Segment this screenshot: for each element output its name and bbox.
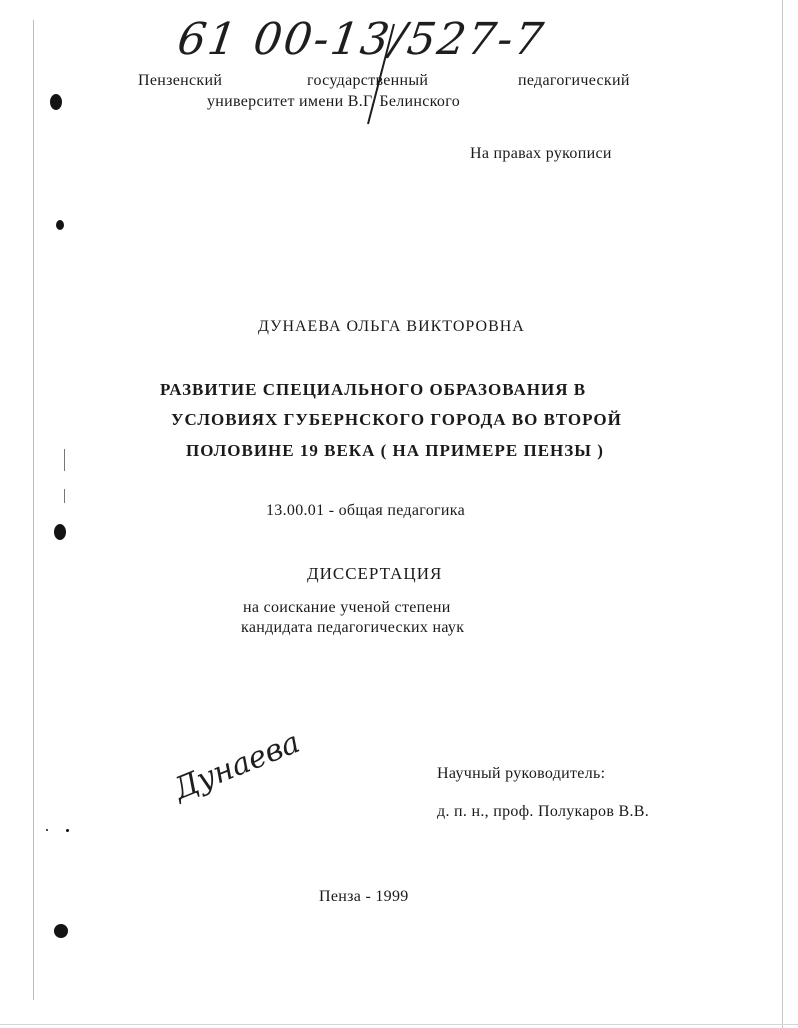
supervisor-name: д. п. н., проф. Полукаров В.В. — [437, 803, 650, 820]
degree-line-2: кандидата педагогических наук — [241, 619, 465, 636]
title-line-3: ПОЛОВИНЕ 19 ВЕКА ( НА ПРИМЕРЕ ПЕНЗЫ ) — [186, 441, 604, 460]
binding-hole-mark — [56, 220, 64, 230]
header-word-3: педагогический — [518, 72, 630, 89]
speck-mark — [46, 829, 48, 831]
author-signature: Дунаева — [168, 724, 305, 807]
scan-tick-mark — [64, 489, 65, 503]
header-line-2: университет имени В.Г. Белинского — [207, 93, 460, 110]
supervisor-label: Научный руководитель: — [437, 765, 606, 782]
title-line-2: УСЛОВИЯХ ГУБЕРНСКОГО ГОРОДА ВО ВТОРОЙ — [171, 410, 622, 429]
left-margin-line — [33, 20, 34, 1000]
speck-mark — [66, 829, 69, 832]
right-page-edge — [782, 0, 783, 1028]
specialty-code: 13.00.01 - общая педагогика — [266, 502, 465, 519]
document-type: ДИССЕРТАЦИЯ — [307, 564, 443, 583]
binding-hole-mark — [54, 924, 68, 938]
archive-number-handwritten: 61 00-13/527-7 — [174, 14, 549, 65]
city-year: Пенза - 1999 — [319, 888, 409, 905]
bottom-page-edge — [0, 1024, 798, 1025]
title-line-1: РАЗВИТИЕ СПЕЦИАЛЬНОГО ОБРАЗОВАНИЯ В — [160, 380, 587, 399]
header-word-2: государственный — [307, 72, 429, 89]
binding-hole-mark — [54, 524, 66, 540]
author-name: ДУНАЕВА ОЛЬГА ВИКТОРОВНА — [258, 318, 525, 335]
scan-tick-mark — [64, 449, 65, 471]
header-word-1: Пензенский — [138, 72, 223, 89]
binding-hole-mark — [50, 94, 62, 110]
manuscript-note: На правах рукописи — [470, 145, 612, 162]
degree-line-1: на соискание ученой степени — [243, 599, 451, 616]
